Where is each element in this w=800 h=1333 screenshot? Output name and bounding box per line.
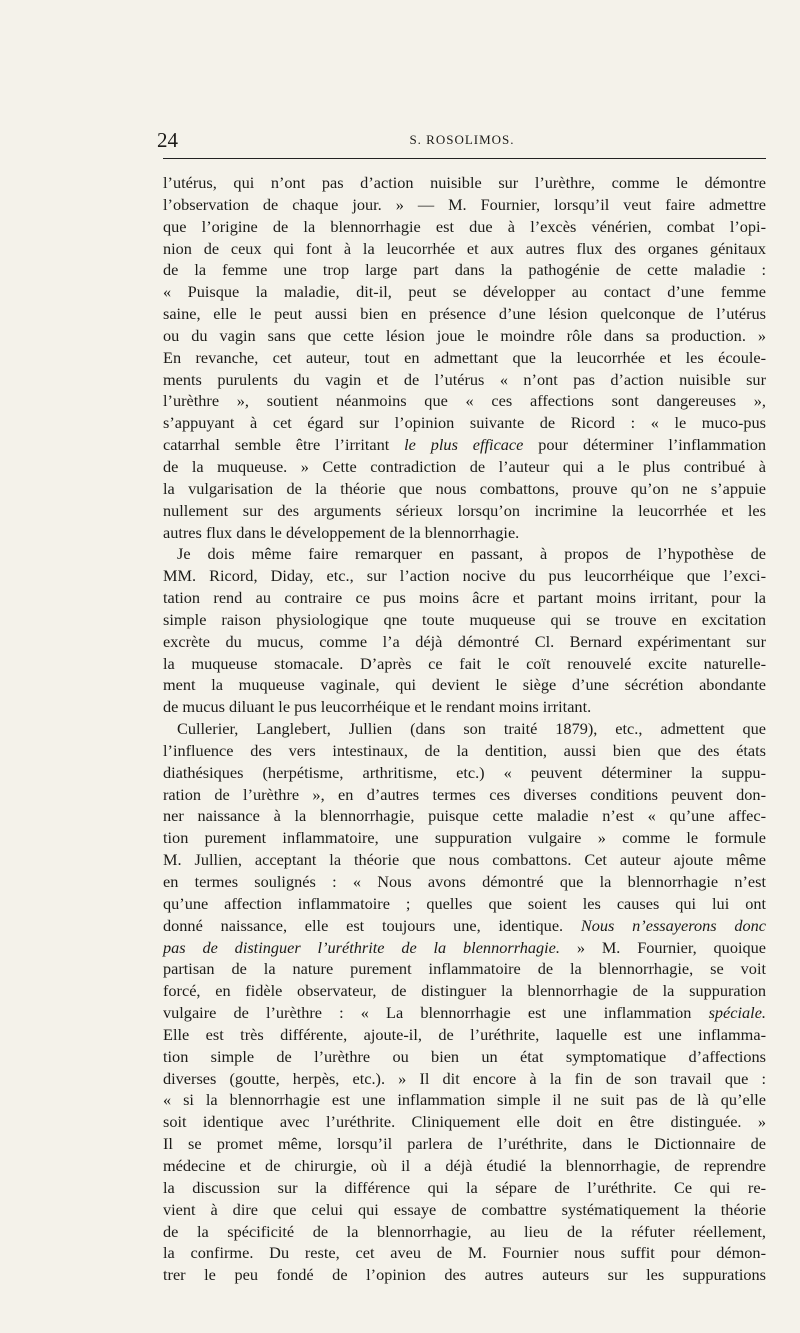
text-run: qu’une affection inflammatoire ; quelles que soient les causes qui lui ont	[163, 893, 766, 913]
text-run: diathésiques (herpétisme, arthritisme, etc.) « peuvent déterminer la suppu-	[163, 762, 766, 782]
text-run: l’urèthre », soutient néanmoins que « ces affections sont dangereuses »,	[163, 391, 766, 411]
text-run: vient à dire que celui qui essaye de combattre systématiquement la théorie	[163, 1199, 766, 1219]
text-line	[163, 784, 766, 806]
text-run: la discussion sur la différence qui la sépare de l’uréthrite. Ce qui re-	[163, 1177, 766, 1197]
italic-run: Nous n’essayerons donc	[580, 915, 766, 935]
text-run: Cullerier, Langlebert, Jullien (dans son traité 1879), etc., admettent que	[177, 719, 766, 739]
body-text	[163, 172, 766, 1286]
text-run: que l’origine de la blennorrhagie est due à l’excès vénérien, combat l’opi-	[163, 216, 766, 236]
text-run: forcé, en fidèle observateur, de distinguer la blennorrhagie de la suppuration	[163, 981, 766, 1001]
text-run: de la femme une trop large part dans la pathogénie de cette maladie :	[163, 260, 766, 280]
text-line	[163, 478, 766, 500]
text-line	[163, 958, 766, 980]
text-line	[163, 587, 766, 609]
text-line	[163, 281, 766, 303]
text-line	[163, 849, 766, 871]
text-run: Elle est très différente, ajoute-il, de l’uréthrite, laquelle est une inflamma-	[163, 1024, 766, 1044]
text-run: Il se promet même, lorsqu’il parlera de l’uréthrite, dans le Dictionnaire de	[163, 1134, 766, 1154]
text-line	[163, 1111, 766, 1133]
text-run: ner naissance à la blennorrhagie, puisque cette maladie n’est « qu’une affec-	[163, 806, 766, 826]
text-run: en termes soulignés : « Nous avons démontré que la blennorrhagie n’est	[163, 872, 766, 891]
text-run: « si la blennorrhagie est une inflammation simple il ne suit pas de là qu’elle	[163, 1090, 766, 1110]
text-line	[163, 456, 766, 478]
text-run: nion de ceux qui font à la leucorrhée et aux autres flux des organes génitaux	[163, 238, 766, 258]
text-line	[163, 893, 766, 915]
text-line	[163, 1024, 766, 1046]
text-run: la confirme. Du reste, cet aveu de M. Fournier nous suffit pour démon-	[163, 1243, 766, 1263]
text-line	[163, 631, 766, 653]
text-line	[163, 827, 766, 849]
text-line	[163, 434, 766, 456]
text-line	[163, 1221, 766, 1243]
text-line	[163, 1242, 766, 1264]
text-run: pour déterminer l’inflammation	[523, 435, 766, 455]
text-run: tion purement inflammatoire, une suppuration vulgaire » comme le formule	[163, 828, 766, 848]
text-line	[163, 937, 766, 959]
text-run: excrète du mucus, comme l’a déjà démontré Cl. Bernard expérimentant sur	[163, 631, 766, 651]
text-line	[163, 565, 766, 587]
text-line	[163, 522, 766, 544]
text-line	[163, 609, 766, 631]
text-line	[163, 325, 766, 347]
text-line	[163, 696, 766, 718]
text-line	[163, 1133, 766, 1155]
text-line	[163, 238, 766, 260]
text-line	[163, 1046, 766, 1068]
text-line	[163, 718, 766, 740]
text-run: catarrhal semble être l’irritant	[163, 435, 405, 455]
text-run: médecine et de chirurgie, où il a déjà étudié la blennorrhagie, de reprendre	[163, 1155, 766, 1175]
text-line	[163, 674, 766, 696]
text-run: la muqueuse stomacale. D’après ce fait le coït renouvelé excite naturelle-	[163, 653, 766, 673]
text-run: trer le peu fondé de l’opinion des autres auteurs sur les suppurations	[163, 1265, 766, 1285]
text-run: tation rend au contraire ce pus moins âcre et partant moins irritant, pour la	[163, 588, 766, 608]
text-line	[163, 369, 766, 391]
text-line	[163, 1199, 766, 1221]
text-run: nullement sur des arguments sérieux lorsqu’on incrimine la leucorrhée et les	[163, 500, 766, 520]
text-line	[163, 653, 766, 675]
text-line	[163, 194, 766, 216]
text-line	[163, 1089, 766, 1111]
text-run: Je dois même faire remarquer en passant, à propos de l’hypothèse de	[177, 544, 766, 564]
text-run: tion simple de l’urèthre ou bien un état symptomatique d’affections	[163, 1046, 766, 1066]
text-line	[163, 500, 766, 522]
text-line	[163, 390, 766, 412]
text-line	[163, 871, 766, 893]
italic-run: spéciale.	[708, 1003, 766, 1023]
text-run: ou du vagin sans que cette lésion joue le moindre rôle dans sa production. »	[163, 325, 766, 345]
text-line	[163, 1155, 766, 1177]
text-run: En revanche, cet auteur, tout en admettant que la leucorrhée et les écoule-	[163, 347, 766, 367]
text-run: l’influence des vers intestinaux, de la dentition, aussi bien que des états	[163, 740, 766, 760]
italic-run: pas de distinguer l’uréthrite de la blennorrhagie.	[163, 937, 560, 957]
text-run: de la muqueuse. » Cette contradiction de l’auteur qui a le plus contribué à	[163, 456, 766, 476]
text-line	[163, 740, 766, 762]
text-run: la vulgarisation de la théorie que nous combattons, prouve qu’on ne s’appuie	[163, 478, 766, 498]
text-run: ment la muqueuse vaginale, qui devient le siège d’une sécrétion abondante	[163, 675, 766, 695]
text-line	[163, 1177, 766, 1199]
text-run: de mucus diluant le pus leucorrhéique et le rendant moins irritant.	[163, 697, 592, 717]
page-header	[157, 128, 767, 152]
text-line	[163, 980, 766, 1002]
text-run: vulgaire de l’urèthre : « La blennorrhagie est une inflammation	[163, 1003, 709, 1023]
text-line	[163, 805, 766, 827]
text-line	[163, 303, 766, 325]
text-run: MM. Ricord, Diday, etc., sur l’action nocive du pus leucorrhéique que l’exci-	[163, 566, 766, 586]
text-line	[163, 915, 766, 937]
text-line	[163, 259, 766, 281]
header-rule	[163, 158, 766, 159]
text-run: ments purulents du vagin et de l’utérus « n’ont pas d’action nuisible sur	[163, 369, 766, 389]
text-run: saine, elle le peut aussi bien en présence d’une lésion quelconque de l’utérus	[163, 304, 766, 324]
running-title: S. ROSOLIMOS.	[409, 132, 515, 147]
text-line	[163, 347, 766, 369]
text-line	[163, 1002, 766, 1024]
text-line	[163, 216, 766, 238]
text-run: ration de l’urèthre », en d’autres termes ces diverses conditions peuvent don-	[163, 784, 766, 804]
text-run: partisan de la nature purement inflammatoire de la blennorrhagie, se voit	[163, 959, 766, 979]
text-line	[163, 412, 766, 434]
text-run: de la spécificité de la blennorrhagie, au lieu de la réfuter réellement,	[163, 1221, 766, 1241]
text-run: diverses (goutte, herpès, etc.). » Il dit encore à la fin de son travail que :	[163, 1068, 766, 1088]
text-line	[163, 1264, 766, 1286]
text-run: l’observation de chaque jour. » — M. Fournier, lorsqu’il veut faire admettre	[163, 194, 766, 214]
text-run: donné naissance, elle est toujours une, identique.	[163, 915, 581, 935]
italic-run: le plus efficace	[404, 435, 524, 455]
text-line	[163, 543, 766, 565]
text-run: soit identique avec l’uréthrite. Cliniquement elle doit en être distinguée. »	[163, 1112, 766, 1132]
text-run: » M. Fournier, quoique	[559, 937, 766, 957]
text-run: « Puisque la maladie, dit-il, peut se développer au contact d’une femme	[163, 282, 766, 302]
page-number: 24	[157, 128, 178, 152]
text-run: simple raison physiologique qne toute muqueuse qui se trouve en excitation	[163, 609, 766, 629]
text-line	[163, 1068, 766, 1090]
text-run: s’appuyant à cet égard sur l’opinion suivante de Ricord : « le muco-pus	[163, 413, 766, 433]
text-run: l’utérus, qui n’ont pas d’action nuisible sur l’urèthre, comme le démontre	[163, 173, 766, 192]
text-run: autres flux dans le développement de la blennorrhagie.	[163, 522, 520, 542]
text-run: M. Jullien, acceptant la théorie que nous combattons. Cet auteur ajoute même	[163, 850, 766, 870]
text-line	[163, 172, 766, 194]
text-line	[163, 762, 766, 784]
